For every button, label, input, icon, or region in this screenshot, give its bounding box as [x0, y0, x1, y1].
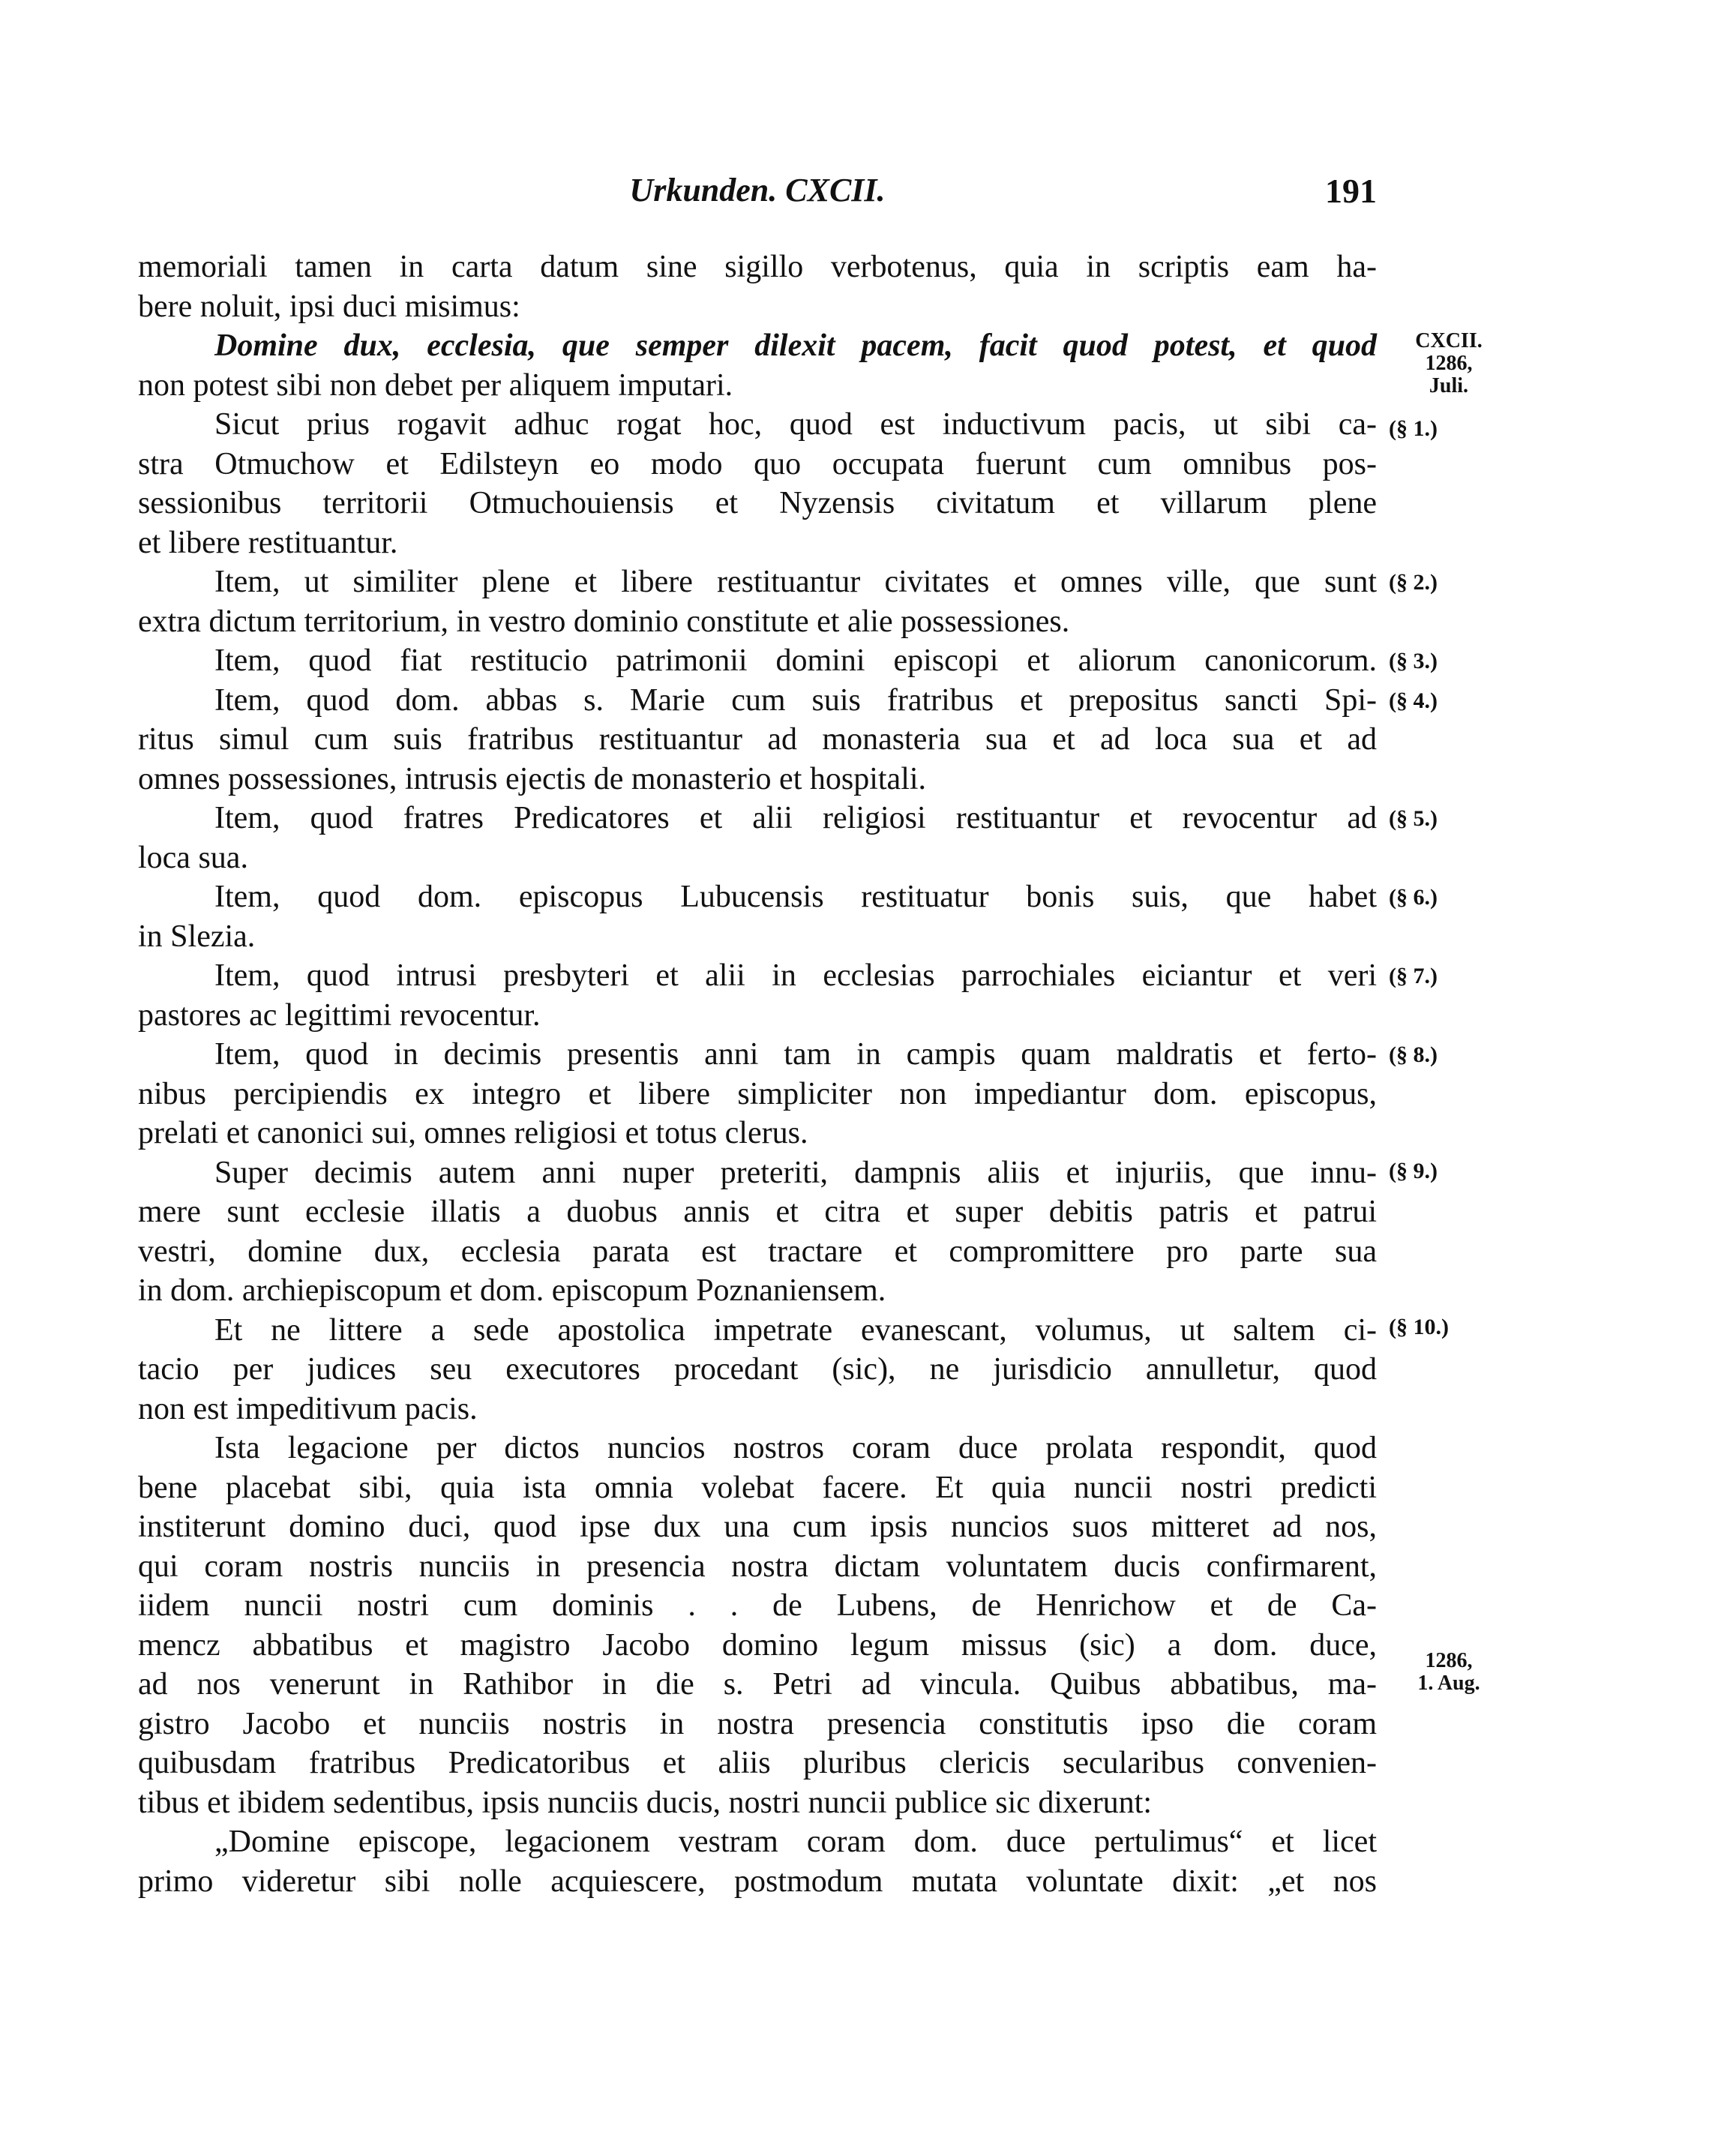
text-line: pastores ac legittimi revocentur. [138, 997, 541, 1033]
text-line: in dom. archiepiscopum et dom. episcopum Poznaniensem. [138, 1273, 886, 1308]
text-line: prelati et canonici sui, omnes religiosi et totus clerus. [138, 1116, 808, 1150]
text-line: sessionibus territorii Otmuchouiensis et Nyzensis civitatum et villarum plene [138, 486, 1377, 520]
text-line: Item, quod fiat restitucio patrimonii domini episcopi et aliorum canonicorum. [214, 643, 1377, 678]
text-line: Item, quod dom. abbas s. Marie cum suis fratribus et prepositus sancti Spi- [214, 682, 1377, 718]
text-line: tibus et ibidem sedentibus, ipsis nunciis ducis, nostri nuncii publice sic dixerunt: [138, 1785, 1153, 1820]
section-marker-5: (§ 5.) [1389, 806, 1438, 831]
text-line: Item, ut similiter plene et libere restituantur civitates et omnes ville, que sunt [214, 565, 1377, 599]
text-line: quibusdam fratribus Predicatoribus et aliis pluribus clericis secularibus convenien- [138, 1746, 1377, 1780]
text-line: loca sua. [138, 840, 248, 875]
text-line: iidem nuncii nostri cum dominis . . de Lubens, de Henrichow et de Ca- [138, 1588, 1377, 1623]
document-date-note [1396, 330, 1501, 397]
text-line: ritus simul cum suis fratribus restituantur ad monasteria sua et ad loca sua et ad [138, 722, 1377, 757]
text-line: et libere restituantur. [138, 525, 398, 560]
running-title: Urkunden. CXCII. [629, 172, 886, 208]
text-line: Super decimis autem anni nuper preteriti, dampnis aliis et injuriis, que innu- [214, 1155, 1377, 1190]
text-line: in Slezia. [138, 919, 256, 954]
section-marker-8: (§ 8.) [1389, 1042, 1438, 1067]
text-line: Item, quod in decimis presentis anni tam in campis quam maldratis et ferto- [214, 1037, 1377, 1072]
text-line: non est impeditivum pacis. [138, 1391, 478, 1426]
text-line: stra Otmuchow et Edilsteyn eo modo quo occupata fuerunt cum omnibus pos- [138, 446, 1377, 481]
page-header [138, 171, 1377, 216]
text-line: bene placebat sibi, quia ista omnia volebat facere. Et quia nuncii nostri predicti [138, 1470, 1377, 1505]
text-line: nibus percipiendis ex integro et libere simpliciter non impediantur dom. episcopus, [138, 1076, 1377, 1111]
section-marker-9: (§ 9.) [1389, 1159, 1438, 1183]
text-line: Item, quod intrusi presbyteri et alii in ecclesias parrochiales eiciantur et veri [214, 958, 1377, 993]
text-line: omnes possessiones, intrusis ejectis de monasterio et hospitali. [138, 761, 927, 796]
page-number: 191 [1325, 172, 1377, 210]
text-line: bere noluit, ipsi duci misimus: [138, 289, 520, 324]
text-line: Et ne littere a sede apostolica impetrate evanescant, volumus, ut saltem ci- [214, 1312, 1377, 1348]
text-line: vestri, domine dux, ecclesia parata est tractare et compromittere pro parte sua [138, 1234, 1377, 1269]
text-line: Item, quod fratres Predicatores et alii religiosi restituantur et revocentur ad [214, 801, 1377, 835]
text-line: Domine dux, ecclesia, que semper dilexit pacem, facit quod potest, et quod [214, 328, 1377, 363]
document-number: CXCII. [1415, 329, 1483, 352]
text-line: non potest sibi non debet per aliquem imputari. [138, 367, 733, 403]
document-body [138, 247, 1377, 1901]
text-line: gistro Jacobo et nunciis nostris in nostra presencia constitutis ipso die coram [138, 1706, 1377, 1741]
text-line: mere sunt ecclesie illatis a duobus annis et citra et super debitis patris et patrui [138, 1195, 1377, 1229]
text-line: Sicut prius rogavit adhuc rogat hoc, quod est inductivum pacis, ut sibi ca- [214, 407, 1377, 442]
second-date-day: 1. Aug. [1417, 1672, 1480, 1695]
text-line: qui coram nostris nunciis in presencia nostra dictam voluntatem ducis confirmarent, [138, 1549, 1377, 1584]
section-marker-2: (§ 2.) [1389, 570, 1438, 595]
section-marker-3: (§ 3.) [1389, 649, 1438, 673]
text-line: ad nos venerunt in Rathibor in die s. Petri ad vincula. Quibus abbatibus, ma- [138, 1667, 1377, 1702]
text-line: tacio per judices seu executores procedant (sic), ne jurisdicio annulletur, quod [138, 1352, 1377, 1387]
section-marker-10: (§ 10.) [1389, 1315, 1449, 1339]
text-line: memoriali tamen in carta datum sine sigillo verbotenus, quia in scriptis eam ha- [138, 250, 1377, 284]
document-month: Juli. [1429, 374, 1469, 397]
second-date-year: 1286, [1425, 1649, 1473, 1672]
section-marker-4: (§ 4.) [1389, 688, 1438, 713]
text-line: institerunt domino duci, quod ipse dux una cum ipsis nuncios suos mitteret ad nos, [138, 1510, 1377, 1544]
text-line: „Domine episcope, legacionem vestram coram dom. duce pertulimus“ et licet [214, 1825, 1377, 1859]
section-marker-1: (§ 1.) [1389, 416, 1438, 441]
text-line: mencz abbatibus et magistro Jacobo domino legum missus (sic) a dom. duce, [138, 1627, 1377, 1663]
section-marker-7: (§ 7.) [1389, 964, 1438, 988]
text-line: primo videretur sibi nolle acquiescere, postmodum mutata voluntate dixit: „et nos [138, 1864, 1377, 1899]
document-year: 1286, [1425, 352, 1473, 375]
text-line: Ista legacione per dictos nuncios nostros coram duce prolata respondit, quod [214, 1431, 1377, 1465]
text-line: extra dictum territorium, in vestro dominio constitute et alie possessiones. [138, 604, 1070, 639]
second-date-note [1396, 1650, 1501, 1695]
text-line: Item, quod dom. episcopus Lubucensis restituatur bonis suis, que habet [214, 880, 1377, 914]
section-marker-6: (§ 6.) [1389, 885, 1438, 910]
